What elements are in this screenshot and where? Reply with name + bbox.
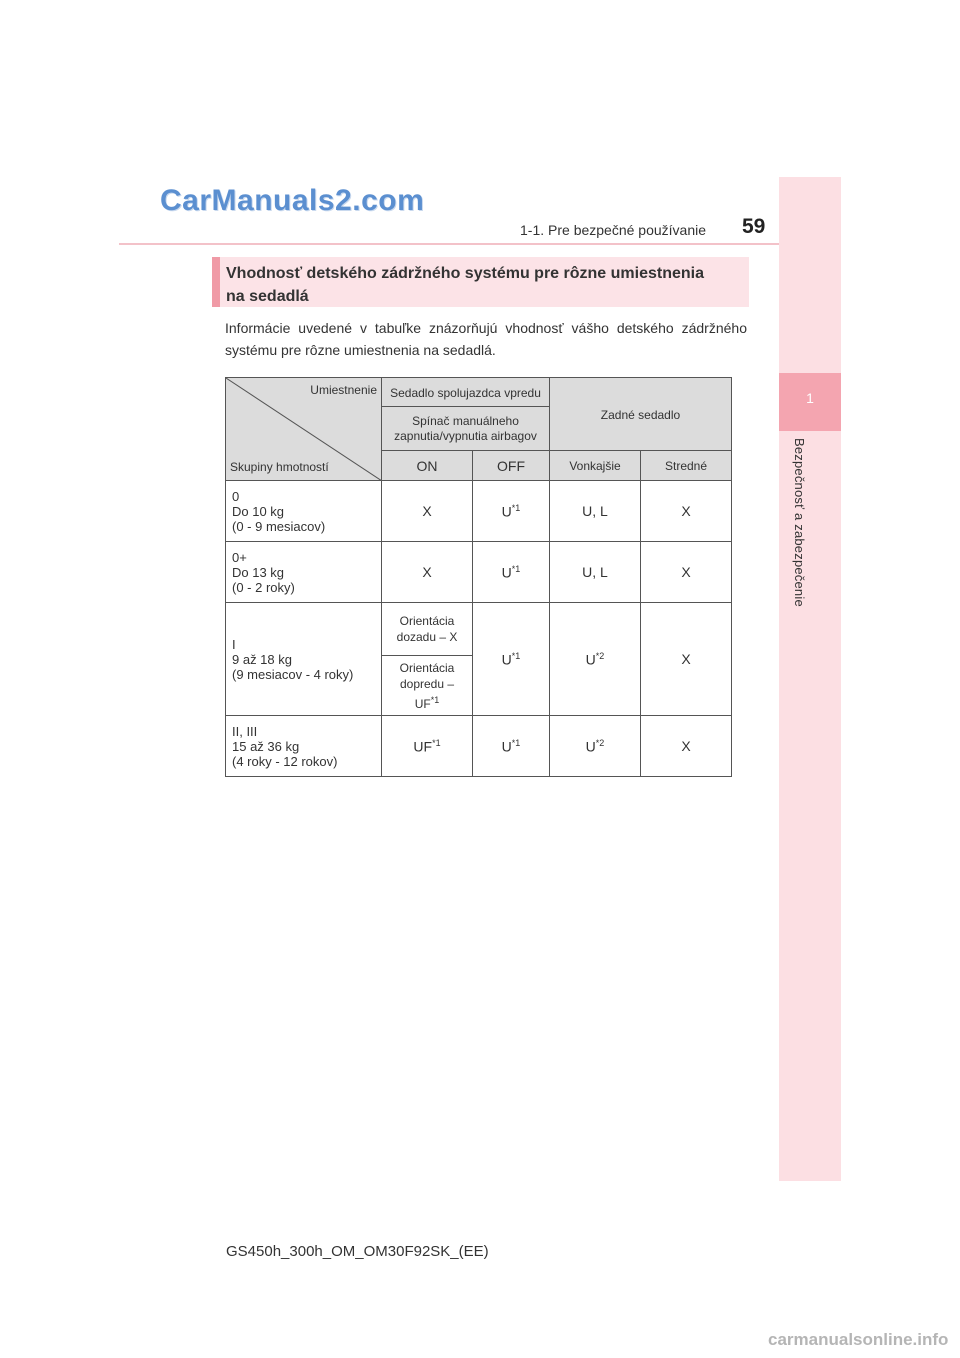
airbag-switch-header: Spínač manuálneho zapnutia/vypnutia airbagov <box>382 407 550 451</box>
header-section-title: 1-1. Pre bezpečné používanie <box>520 222 707 238</box>
page-number: 59 <box>742 215 766 238</box>
chapter-label: Bezpečnosť a zabezpečenie <box>792 438 807 607</box>
suitability-table <box>225 377 732 777</box>
group-cell: 0+ Do 13 kg (0 - 2 roky) <box>226 542 382 603</box>
cell-off: $U^{*1}$ <box>473 716 550 777</box>
col-on-header: ON <box>382 451 473 481</box>
cell-on: X <box>382 481 473 542</box>
chapter-tab-number: 1 <box>806 390 814 406</box>
corner-header-cell <box>226 378 382 481</box>
watermark-logo-top: CarManuals2.com <box>160 184 425 217</box>
group-cell: II, III 15 až 36 kg (4 roky - 12 rokov) <box>226 716 382 777</box>
cell-on-forward: Orientácia dopredu – UF$^{*1}$ <box>382 656 473 716</box>
cell-off: $U^{*1}$ <box>473 542 550 603</box>
col-outer-header: Vonkajšie <box>550 451 641 481</box>
cell-on-rearward: Orientácia dozadu – X <box>382 603 473 656</box>
side-strip <box>779 177 841 1181</box>
cell-outer: $U^{*2}$ <box>550 716 641 777</box>
table-row <box>226 603 732 656</box>
col-center-header: Stredné <box>641 451 732 481</box>
cell-off: $U^{*1}$ <box>473 603 550 716</box>
rear-seat-header: Zadné sedadlo <box>550 378 732 451</box>
header-divider <box>119 243 841 245</box>
section-heading: Vhodnosť detského zádržného systému pre rôzne umiestnenia na sedadlá <box>226 265 704 305</box>
cell-outer: $U^{*2}$ <box>550 603 641 716</box>
corner-bottom-label: Skupiny hmotností <box>230 460 329 474</box>
cell-center: X <box>641 603 732 716</box>
table-row <box>226 481 732 542</box>
watermark-logo-bottom: carmanualsonline.info <box>768 1330 949 1349</box>
group-cell: I 9 až 18 kg (9 mesiacov - 4 roky) <box>226 603 382 716</box>
col-off-header: OFF <box>473 451 550 481</box>
cell-center: X <box>641 481 732 542</box>
cell-on: X <box>382 542 473 603</box>
cell-center: X <box>641 542 732 603</box>
group-cell: 0 Do 10 kg (0 - 9 mesiacov) <box>226 481 382 542</box>
cell-center: X <box>641 716 732 777</box>
cell-outer: U, L <box>550 481 641 542</box>
intro-paragraph: Informácie uvedené v tabuľke znázorňujú vhodnosť vášho detského zádržného systému pre rôzne umiestnenia na sedadlá. <box>225 320 747 358</box>
table-row <box>226 716 732 777</box>
cell-off: $U^{*1}$ <box>473 481 550 542</box>
front-seat-header: Sedadlo spolujazdca vpredu <box>382 378 550 407</box>
cell-outer: U, L <box>550 542 641 603</box>
footer-doc-code: GS450h_300h_OM_OM30F92SK_(EE) <box>226 1243 489 1260</box>
table-row <box>226 542 732 603</box>
corner-top-label: Umiestnenie <box>310 383 377 397</box>
cell-on: UF$^{*1}$ <box>382 716 473 777</box>
